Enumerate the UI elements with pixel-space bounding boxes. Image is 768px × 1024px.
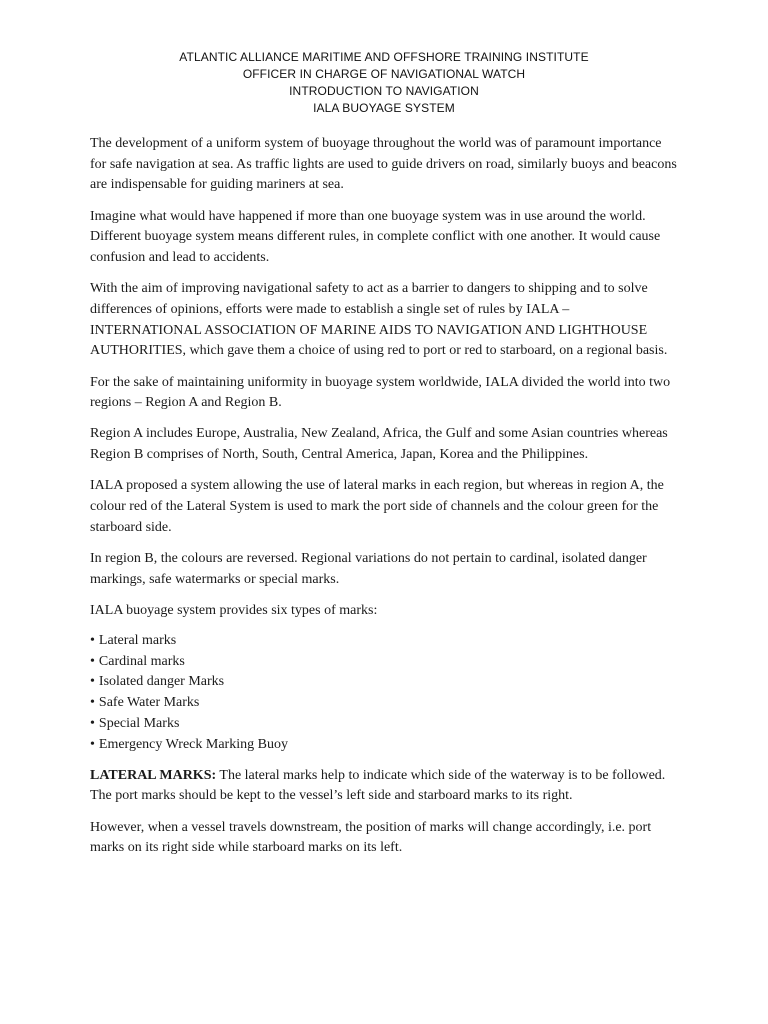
paragraph-region-b: In region B, the colours are reversed. Regional variations do not pertain to cardinal, isolated danger markings, safe watermarks or special marks. [90,550,647,587]
marks-list [90,631,680,755]
list-item: • Cardinal marks [90,653,185,669]
document-body [90,134,680,870]
paragraph-region-a: Region A includes Europe, Australia, New Zealand, Africa, the Gulf and some Asian countries whereas Region B comprises of North, South, Central America, Japan, Korea and the Philippines. [90,426,668,463]
list-item: • Special Marks [90,715,180,731]
bullet-icon: • [90,695,95,711]
paragraph-regions: For the sake of maintaining uniformity in buoyage system worldwide, IALA divided the world into two regions – Region A and Region B. [90,374,671,411]
bullet-icon: • [90,633,95,649]
list-item: • Safe Water Marks [90,695,200,711]
paragraph-downstream: However, when a vessel travels downstream, the position of marks will change accordingly, i.e. port marks on its right side while starboard marks on its left. [90,819,652,856]
list-item: • Isolated danger Marks [90,674,225,690]
bullet-icon: • [90,674,95,690]
paragraph-lateral-system: IALA proposed a system allowing the use of lateral marks in each region, but whereas in region A, the colour red of the Lateral System is used to mark the port side of channels and the colour green for the starboard side. [90,478,664,535]
list-item: • Lateral marks [90,633,177,649]
paragraph-iala-aim: With the aim of improving navigational safety to act as a barrier to dangers to shipping and to solve differences of opinions, efforts were made to establish a single set of rules by IALA – INTERNATIONAL ASSOCIATION OF MARINE AIDS TO NAVIGATION AND LIGHTHOUSE AUTHORITIES, which gave them a choice of using red to port or red to starboard, on a regional basis. [90,281,668,359]
course-title: OFFICER IN CHARGE OF NAVIGATIONAL WATCH [242,67,526,81]
document-header [0,49,768,117]
paragraph-imagine: Imagine what would have happened if more than one buoyage system was in use around the world. Different buoyage system means different rules, in complete conflict with one another. It would cause confusion and lead to accidents. [90,208,661,266]
lateral-marks-text: The lateral marks help to indicate which side of the waterway is to be followed. The port marks should be kept to the vessel’s left side and starboard marks to its right. [90,767,666,804]
module-title: INTRODUCTION TO NAVIGATION [289,84,479,98]
paragraph-lateral-marks [90,766,680,807]
list-item: • Emergency Wreck Marking Buoy [90,736,288,752]
bullet-icon: • [90,736,95,752]
bullet-icon: • [90,653,95,669]
institute-title: ATLANTIC ALLIANCE MARITIME AND OFFSHORE TRAINING INSTITUTE [179,50,589,64]
topic-title: IALA BUOYAGE SYSTEM [313,101,455,115]
paragraph-intro: The development of a uniform system of buoyage throughout the world was of paramount importance for safe navigation at sea. As traffic lights are used to guide drivers on road, similarly buoys and beacons are indispensable for guiding mariners at sea. [90,136,677,193]
paragraph-six-types: IALA buoyage system provides six types of marks: [90,602,378,618]
lateral-marks-label: LATERAL MARKS: [90,767,217,783]
bullet-icon: • [90,715,95,731]
